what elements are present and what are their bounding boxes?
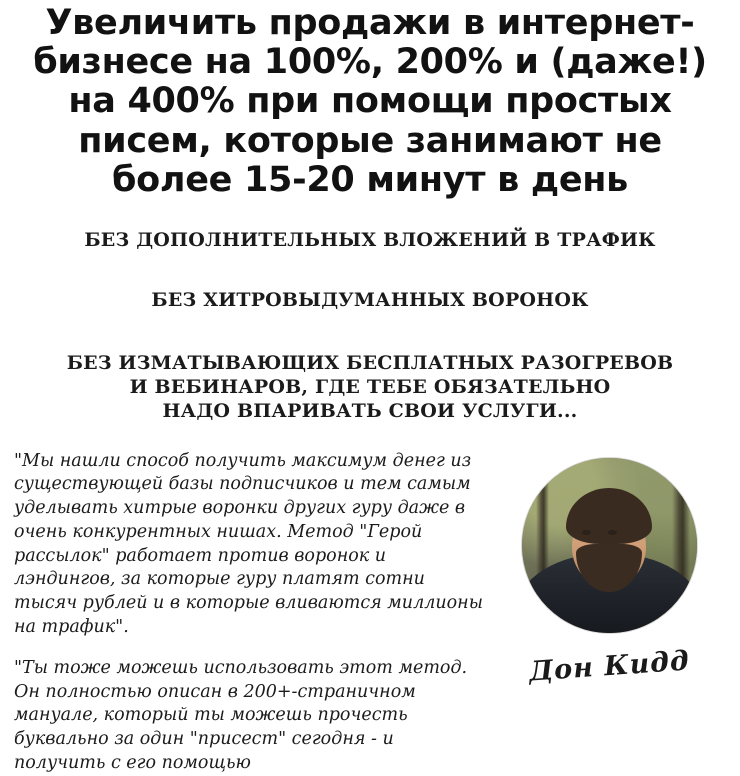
page-title bbox=[0, 0, 740, 200]
headline-line: 15-20 минут в день bbox=[244, 159, 628, 200]
testimonial-paragraph: "Ты тоже можешь использовать этот метод. Он полностью описан в 200+-страничном мануале, который ты можешь прочесть буквально за один "присест" сегодня - и получить с его помощью bbox=[14, 657, 468, 774]
person-eye-right bbox=[608, 530, 617, 535]
subheadline-2 bbox=[30, 288, 710, 312]
subheadline-line: НАДО ВПАРИВАТЬ СВОИ УСЛУГИ... bbox=[162, 400, 578, 423]
person-eye-left bbox=[582, 530, 591, 535]
subheadline-line: БЕЗ ДОПОЛНИТЕЛЬНЫХ ВЛОЖЕНИЙ В ТРАФИК bbox=[84, 228, 656, 251]
signature: Дон Кидд bbox=[527, 644, 691, 688]
subheadline-group bbox=[0, 200, 740, 424]
avatar bbox=[522, 458, 697, 633]
subheadline-line: БЕЗ ИЗМАТЫВАЮЩИХ БЕСПЛАТНЫХ РАЗОГРЕВОВ bbox=[66, 351, 674, 374]
headline-line: Увеличить продажи в bbox=[45, 3, 485, 43]
headline-line: помощи простых писем, bbox=[78, 81, 672, 161]
headline-line: интернет-бизнесе на 100%, bbox=[33, 3, 695, 83]
subheadline-3 bbox=[30, 351, 710, 424]
headline-line: 200% и (даже!) на 400% при bbox=[68, 42, 707, 122]
subheadline-1 bbox=[30, 228, 710, 252]
testimonial-paragraph: "Мы нашли способ получить максимум денег из существующей базы подписчиков и тем самым уделывать хитрые воронки других гуру даже в очень конкурентных нишах. Метод "Герой рассылок" работает против воронок и лэндингов, за которые гуру платят сотни тысяч рублей и в которые вливаются миллионы на трафик". bbox=[14, 450, 483, 638]
subheadline-line: И ВЕБИНАРОВ, ГДЕ ТЕБЕ ОБЯЗАТЕЛЬНО bbox=[129, 375, 611, 398]
subheadline-line: БЕЗ ХИТРОВЫДУМАННЫХ ВОРОНОК bbox=[151, 289, 589, 312]
testimonial-section bbox=[0, 450, 740, 776]
testimonial-text-column bbox=[14, 450, 494, 776]
testimonial-photo-column bbox=[494, 450, 724, 688]
headline-line: которые занимают не более bbox=[112, 120, 662, 200]
